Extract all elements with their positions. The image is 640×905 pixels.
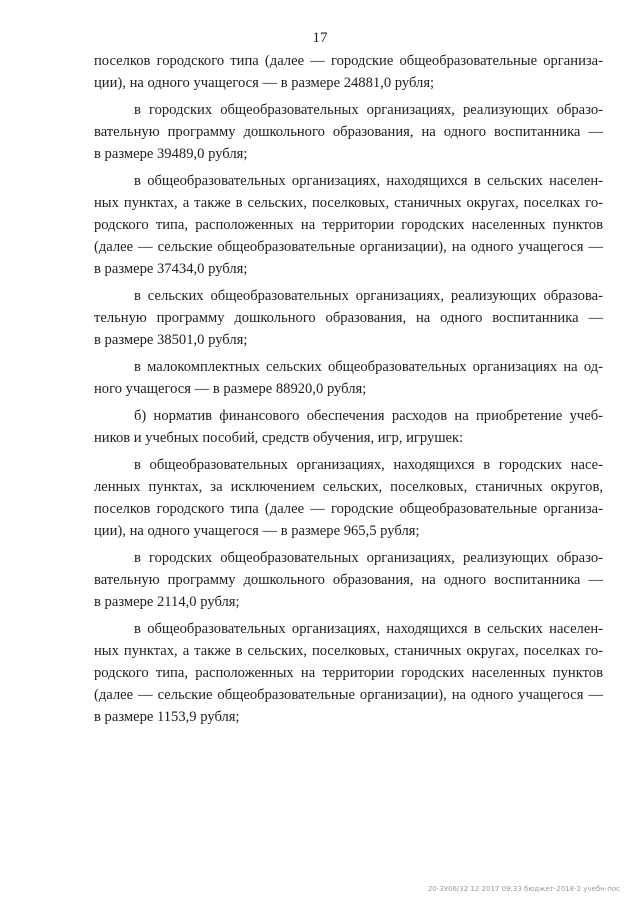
paragraph	[94, 285, 603, 351]
document-body	[94, 50, 603, 733]
paragraph	[94, 618, 603, 728]
text-line: родского типа, расположенных на территории городских населенных пунктов	[94, 217, 603, 233]
text-line: в размере 37434,0 рубля;	[94, 261, 248, 277]
text-line: ции), на одного учащегося — в размере 965,5 рубля;	[94, 523, 420, 539]
paragraph	[94, 547, 603, 613]
text-line: в городских общеобразовательных организациях, реализующих образо-	[134, 550, 603, 566]
text-line: вательную программу дошкольного образования, на одного воспитанника —	[94, 572, 603, 588]
text-line: в размере 2114,0 рубля;	[94, 594, 240, 610]
text-line: в общеобразовательных организациях, находящихся в сельских населен-	[134, 621, 603, 637]
text-line: в размере 1153,9 рубля;	[94, 709, 240, 725]
text-line: тельную программу дошкольного образования, на одного воспитанника —	[94, 310, 603, 326]
text-line: вательную программу дошкольного образования, на одного воспитанника —	[94, 124, 603, 140]
text-line: (далее — сельские общеобразовательные организации), на одного учащегося —	[94, 239, 603, 255]
text-line: в сельских общеобразовательных организациях, реализующих образова-	[134, 288, 603, 304]
page-number: 17	[312, 30, 328, 46]
text-line: в малокомплектных сельских общеобразовательных организациях на од-	[134, 359, 603, 375]
text-line: поселков городского типа (далее — городские общеобразовательные организа-	[94, 501, 603, 517]
paragraph	[94, 356, 603, 400]
text-line: ных пунктах, а также в сельских, поселковых, станичных округах, поселках го-	[94, 643, 603, 659]
text-line: родского типа, расположенных на территории городских населенных пунктов	[94, 665, 603, 681]
paragraph	[94, 405, 603, 449]
text-line: ных пунктах, а также в сельских, поселковых, станичных округах, поселках го-	[94, 195, 603, 211]
paragraph	[94, 99, 603, 165]
text-line: поселков городского типа (далее — городские общеобразовательные организа-	[94, 53, 603, 69]
text-line: ции), на одного учащегося — в размере 24881,0 рубля;	[94, 75, 435, 91]
text-line: ников и учебных пособий, средств обучения, игр, игрушек:	[94, 430, 464, 446]
text-line: в городских общеобразовательных организациях, реализующих образо-	[134, 102, 603, 118]
text-line: в размере 38501,0 рубля;	[94, 332, 248, 348]
text-line: в общеобразовательных организациях, находящихся в сельских населен-	[134, 173, 603, 189]
text-line: (далее — сельские общеобразовательные организации), на одного учащегося —	[94, 687, 603, 703]
text-line: в размере 39489,0 рубля;	[94, 146, 248, 162]
text-line: ленных пунктах, за исключением сельских, поселковых, станичных округов,	[94, 479, 603, 495]
text-line: б) норматив финансового обеспечения расходов на приобретение учеб-	[134, 408, 603, 424]
text-line: в общеобразовательных организациях, находящихся в городских насе-	[134, 457, 603, 473]
text-line: ного учащегося — в размере 88920,0 рубля;	[94, 381, 367, 397]
paragraph	[94, 170, 603, 280]
paragraph	[94, 454, 603, 542]
page-footer-stamp: 20-ЗУ06/32 12 2017 09:33 бюджет-2018-2 учебн-пос	[427, 885, 620, 893]
paragraph	[94, 50, 603, 94]
